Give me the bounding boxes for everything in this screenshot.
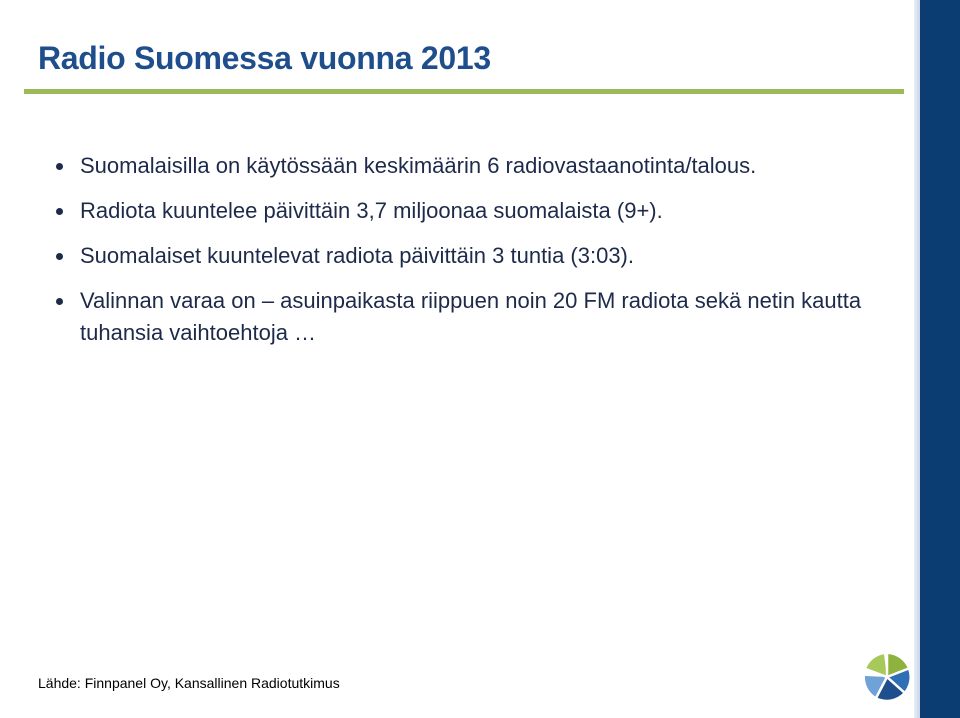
bullet-text: Suomalaiset kuuntelevat radiota päivittäin 3 tuntia (3:03). xyxy=(80,243,634,268)
title-underline xyxy=(24,89,904,94)
bullet-item xyxy=(52,285,892,349)
slide-title: Radio Suomessa vuonna 2013 xyxy=(38,40,491,76)
bullet-dot-icon xyxy=(56,298,63,305)
bullet-text: Suomalaisilla on käytössään keskimäärin 6 radiovastaanotinta/talous. xyxy=(80,153,757,178)
bullet-text: Radiota kuuntelee päivittäin 3,7 miljoonaa suomalaista (9+). xyxy=(80,198,663,223)
side-bar xyxy=(920,0,960,718)
pie-segments-logo-icon xyxy=(862,652,912,702)
bullet-list xyxy=(52,150,892,362)
bullet-dot-icon xyxy=(56,208,63,215)
source-note: Lähde: Finnpanel Oy, Kansallinen Radiotutkimus xyxy=(38,675,340,691)
bullet-dot-icon xyxy=(56,253,63,260)
bullet-item xyxy=(52,195,892,227)
bullet-text: Valinnan varaa on – asuinpaikasta riippuen noin 20 FM radiota sekä netin kautta tuhansia vaihtoehtoja … xyxy=(80,288,862,345)
bullet-dot-icon xyxy=(56,163,63,170)
bullet-item xyxy=(52,150,892,182)
bullet-item xyxy=(52,240,892,272)
